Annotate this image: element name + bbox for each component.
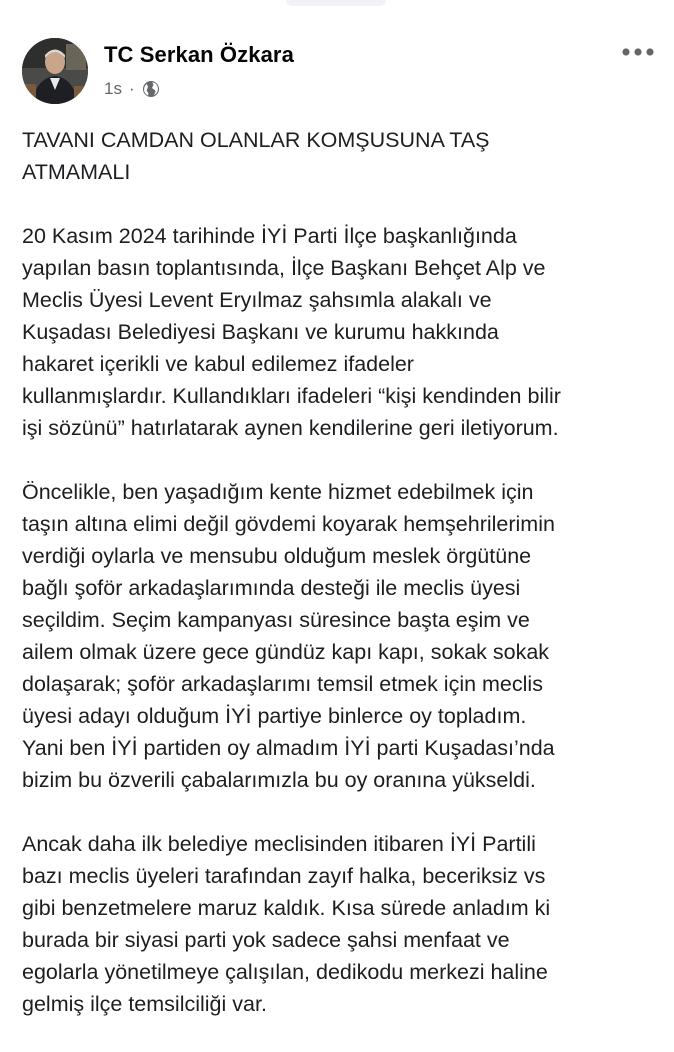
author-name[interactable]: TC Serkan Özkara bbox=[104, 42, 294, 67]
meta-separator: · bbox=[128, 79, 135, 98]
avatar[interactable] bbox=[22, 38, 88, 104]
post-time[interactable]: 1s bbox=[104, 79, 122, 98]
top-handle bbox=[286, 0, 386, 6]
post-meta bbox=[104, 78, 160, 100]
more-options-icon[interactable] bbox=[618, 38, 658, 66]
post-text bbox=[22, 124, 662, 1052]
post-paragraph: Ancak daha ilk belediye meclisinden itibaren İYİ Partili bazı meclis üyeleri tarafından zayıf halka, beceriksiz vs gibi benzetmelere maruz kaldık. Kısa sürede anladım ki burada bir siyasi parti yok sadece şahsi menfaat ve egolarla yönetilmeye çalışılan, dedikodu merkezi haline gelmiş ilçe temsilciliği var. bbox=[22, 832, 551, 1016]
post-title-paragraph: TAVANI CAMDAN OLANLAR KOMŞUSUNA TAŞ ATMAMALI bbox=[22, 128, 490, 184]
post-paragraph: Öncelikle, ben yaşadığım kente hizmet edebilmek için taşın altına elimi değil gövdemi koyarak hemşehrilerimin verdiği oylarla ve mensubu olduğum meslek örgütüne bağlı şoför arkadaşlarımında desteği ile meclis üyesi seçildim. Seçim kampanyası süresince başta eşim ve ailem olmak üzere gece gündüz kapı kapı, sokak sokak dolaşarak; şoför arkadaşlarımı temsil etmek için meclis üyesi adayı olduğum İYİ partiye binlerce oy topladım. Yani ben İYİ partiden oy almadım İYİ parti Kuşadası’nda bizim bu özverili çabalarımızla bu oy oranına yükseldi. bbox=[22, 480, 555, 792]
post-header bbox=[22, 38, 658, 110]
globe-icon bbox=[142, 80, 160, 98]
post-paragraph: 20 Kasım 2024 tarihinde İYİ Parti İlçe başkanlığında yapılan basın toplantısında, İlçe Başkanı Behçet Alp ve Meclis Üyesi Levent Eryılmaz şahsımla alakalı ve Kuşadası Belediyesi Başkanı ve kurumu hakkında hakaret içerikli ve kabul edilemez ifadeler kullanmışlardır. Kullandıkları ifadeleri “kişi kendinden bilir işi sözünü” hatırlatarak aynen kendilerine geri iletiyorum. bbox=[22, 224, 561, 440]
